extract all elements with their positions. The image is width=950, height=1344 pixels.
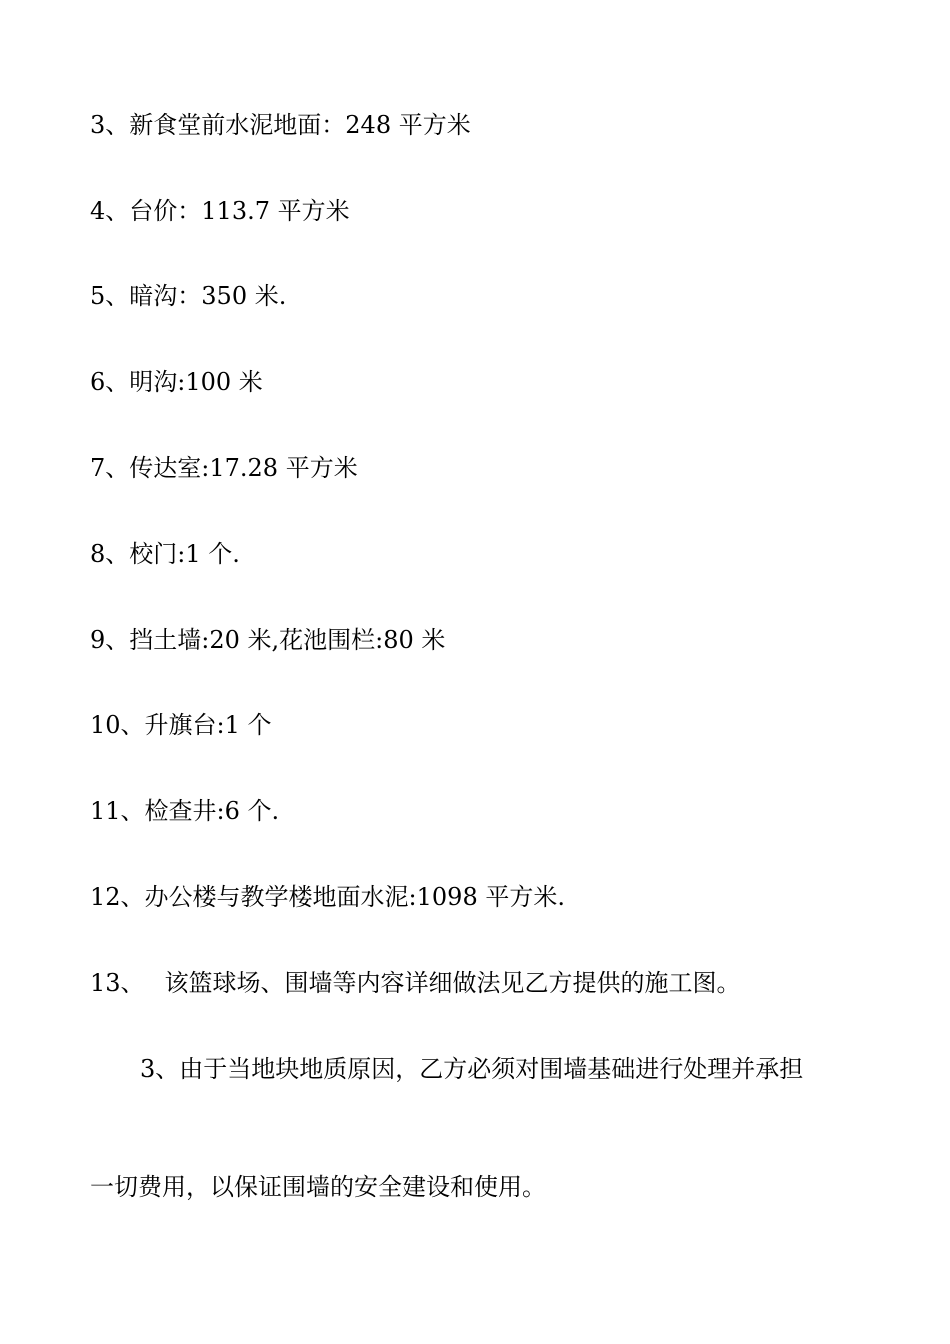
item-text: 校门:1 个. — [129, 540, 240, 568]
list-item-9 — [90, 624, 445, 656]
item-text: 检查井:6 个. — [144, 797, 280, 825]
item-number: 11、 — [90, 797, 145, 825]
clause-paragraph-line-1 — [140, 1053, 803, 1085]
item-text: 该篮球场、围墙等内容详细做法见乙方提供的施工图。 — [164, 969, 741, 997]
list-item-12 — [90, 881, 565, 913]
item-number: 6、 — [90, 368, 130, 396]
list-item-13 — [90, 967, 741, 999]
item-number: 9、 — [90, 626, 130, 654]
clause-text: 一切费用，以保证围墙的安全建设和使用。 — [90, 1173, 546, 1201]
item-number: 7、 — [90, 454, 130, 482]
list-item-11 — [90, 795, 279, 827]
item-text: 暗沟：350 米. — [129, 282, 287, 310]
item-number: 12、 — [90, 883, 145, 911]
item-text: 传达室:17.28 平方米 — [129, 454, 358, 482]
list-item-3 — [90, 109, 471, 141]
item-text: 明沟:100 米 — [129, 368, 263, 396]
list-item-7 — [90, 452, 358, 484]
item-text: 办公楼与教学楼地面水泥:1098 平方米. — [144, 883, 565, 911]
item-number: 10、 — [90, 711, 145, 739]
item-number: 13、 — [90, 969, 145, 997]
item-text: 升旗台:1 个 — [144, 711, 272, 739]
list-item-5 — [90, 280, 286, 312]
clause-paragraph-line-2 — [90, 1171, 546, 1203]
item-number: 4、 — [90, 197, 130, 225]
item-text: 挡土墙:20 米,花池围栏:80 米 — [129, 626, 446, 654]
item-number: 8、 — [90, 540, 130, 568]
list-item-10 — [90, 709, 272, 741]
clause-text: 3、由于当地块地质原因，乙方必须对围墙基础进行处理并承担 — [140, 1055, 804, 1083]
item-number: 3、 — [90, 111, 130, 139]
list-item-6 — [90, 366, 263, 398]
item-text: 新食堂前水泥地面：248 平方米 — [129, 111, 471, 139]
list-item-8 — [90, 538, 240, 570]
list-item-4 — [90, 195, 350, 227]
item-number: 5、 — [90, 282, 130, 310]
item-text: 台价：113.7 平方米 — [129, 197, 350, 225]
